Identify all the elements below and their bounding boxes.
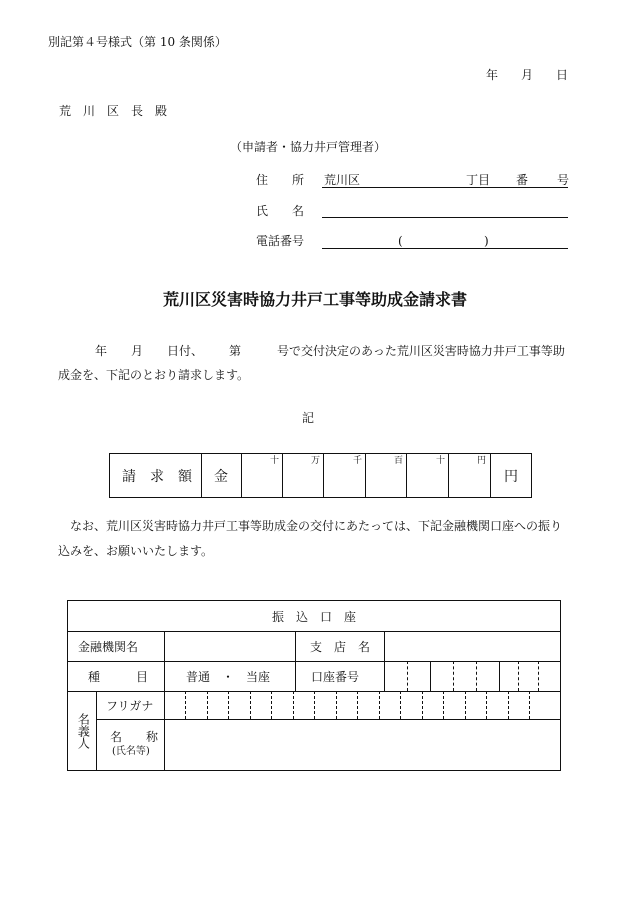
address-chome: 丁目 <box>466 173 491 187</box>
body-day: 日付、 <box>167 344 204 358</box>
phone-open-paren: ( <box>398 234 403 248</box>
unit-man: 万 <box>311 456 321 466</box>
furigana-label: フリガナ <box>106 699 154 713</box>
type-value[interactable]: 普通 ・ 当座 <box>186 670 271 684</box>
unit-en: 円 <box>477 456 487 466</box>
phone-underline[interactable] <box>322 248 568 249</box>
name-label: 氏 名 <box>256 204 305 218</box>
note-line-2: 込みを、お願いいたします。 <box>58 544 214 558</box>
unit-ju-1: 十 <box>270 456 280 466</box>
holder-name-sub: (氏名等) <box>112 746 150 757</box>
claim-label: 請 求 額 <box>122 469 192 485</box>
note-line-1: なお、荒川区災害時協力井戸工事等助成金の交付にあたっては、下記金融機関口座への振り <box>70 519 563 533</box>
type-label: 種 目 <box>88 670 149 684</box>
yen-label: 円 <box>504 469 518 485</box>
document-title: 荒川区災害時協力井戸工事等助成金請求書 <box>162 290 467 309</box>
body-month: 月 <box>131 344 144 358</box>
bank-name-label: 金融機関名 <box>78 640 139 654</box>
account-number-label: 口座番号 <box>311 670 360 684</box>
date-day-label: 日 <box>556 68 569 82</box>
addressee: 荒 川 区 長 殿 <box>59 104 168 118</box>
phone-label: 電話番号 <box>256 234 305 248</box>
body-rest: 号で交付決定のあった荒川区災害時協力井戸工事等助 <box>277 344 565 358</box>
branch-label: 支 店 名 <box>310 640 371 654</box>
address-underline[interactable] <box>322 187 568 188</box>
holder-name-label: 名 称 <box>110 730 159 744</box>
address-prefix: 荒川区 <box>324 173 361 187</box>
bank-account-table <box>67 600 561 771</box>
phone-close-paren: ) <box>484 234 489 248</box>
date-year-label: 年 <box>486 68 499 82</box>
body-line-2: 成金を、下記のとおり請求します。 <box>58 368 250 382</box>
form-reference: 別記第４号様式（第 10 条関係） <box>48 35 227 49</box>
address-go: 号 <box>557 173 570 187</box>
name-underline[interactable] <box>322 217 568 218</box>
holder-label: 名義人 <box>76 713 91 749</box>
unit-sen: 千 <box>353 456 363 466</box>
claim-amount-box <box>109 453 532 498</box>
bank-table-header: 振 込 口 座 <box>271 610 356 624</box>
address-ban: 番 <box>516 173 529 187</box>
date-month-label: 月 <box>521 68 534 82</box>
body-dai: 第 <box>229 344 242 358</box>
unit-hyaku: 百 <box>394 456 404 466</box>
ki-mark: 記 <box>302 411 315 425</box>
kin-label: 金 <box>214 469 228 485</box>
body-year: 年 <box>95 344 108 358</box>
unit-ju-2: 十 <box>436 456 446 466</box>
address-label: 住 所 <box>256 173 305 187</box>
applicant-role: （申請者・協力井戸管理者） <box>230 140 387 154</box>
